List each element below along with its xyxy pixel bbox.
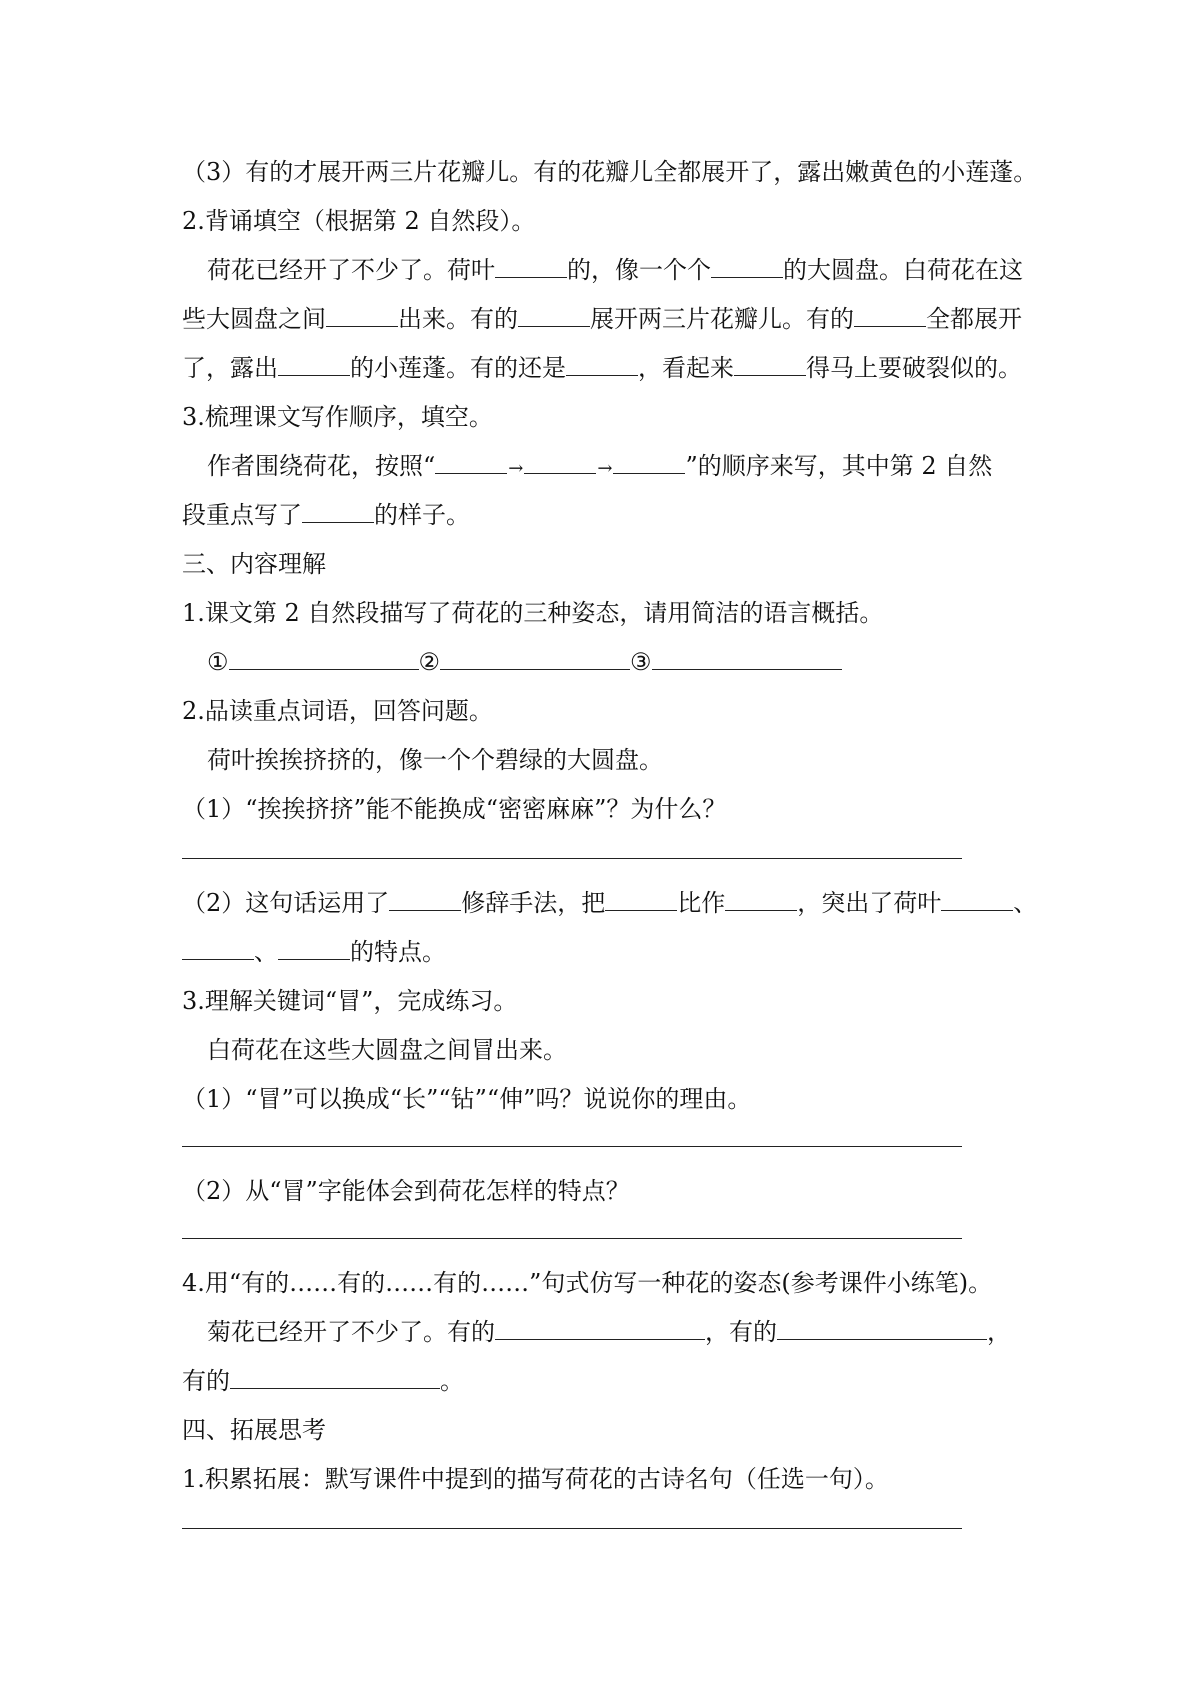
- text: 了，露出: [182, 354, 278, 382]
- text: 比作: [677, 889, 726, 917]
- text: （2）这句话运用了: [182, 889, 390, 917]
- c2-sub1: （1）“挨挨挤挤”能不能换成“密密麻麻”？为什么？: [182, 795, 727, 823]
- fill-blank[interactable]: [734, 353, 806, 376]
- text: 的特点。: [350, 938, 446, 966]
- circle-three: ③: [630, 648, 652, 676]
- text: 的样子。: [374, 501, 470, 529]
- q3-line-1: [207, 449, 992, 483]
- circle-two: ②: [418, 648, 441, 676]
- text: ”的顺序来写，其中第 2 自然: [685, 452, 993, 480]
- c3-sub2: （2）从“冒”字能体会到荷花怎样的特点？: [182, 1177, 630, 1205]
- answer-blank[interactable]: [440, 647, 630, 670]
- text: 的小莲蓬。有的还是: [350, 354, 566, 382]
- arrow-right-icon: →: [508, 458, 524, 479]
- text: 得马上要破裂似的。: [806, 354, 1022, 382]
- text: ，突出了荷叶: [797, 889, 942, 917]
- q2-title: 2.背诵填空（根据第 2 自然段）。: [182, 207, 536, 235]
- text: 作者围绕荷花，按照“: [207, 452, 436, 480]
- text: 菊花已经开了不少了。有的: [207, 1318, 495, 1346]
- c1-title: 1.课文第 2 自然段描写了荷花的三种姿态，请用简洁的语言概括。: [182, 599, 884, 627]
- c4-title: 4.用“有的……有的……有的……”句式仿写一种花的姿态(参考课件小练笔)。: [182, 1269, 993, 1297]
- answer-blank[interactable]: [229, 647, 419, 670]
- fill-blank[interactable]: [435, 451, 507, 474]
- answer-line[interactable]: [182, 1238, 962, 1239]
- text: 有的: [182, 1367, 230, 1395]
- text: 些大圆盘之间: [182, 305, 326, 333]
- fill-blank[interactable]: [230, 1366, 440, 1389]
- text: 。: [440, 1367, 464, 1395]
- prev-item-3: （3）有的才展开两三片花瓣儿。有的花瓣儿全都展开了，露出嫩黄色的小莲蓬。: [182, 158, 1038, 186]
- q3-title: 3.梳理课文写作顺序，填空。: [182, 403, 493, 431]
- text: 展开两三片花瓣儿。有的: [590, 305, 854, 333]
- fill-blank[interactable]: [495, 1317, 705, 1340]
- fill-blank[interactable]: [854, 304, 926, 327]
- circle-one: ①: [207, 648, 229, 676]
- c2-sub2-line-1: [182, 886, 1037, 920]
- text: 段重点写了: [182, 501, 302, 529]
- fill-blank[interactable]: [941, 888, 1013, 911]
- c4-line-1: [207, 1315, 1011, 1349]
- fill-blank[interactable]: [566, 353, 638, 376]
- fill-blank[interactable]: [777, 1317, 987, 1340]
- fill-blank[interactable]: [278, 937, 350, 960]
- fill-blank[interactable]: [326, 304, 398, 327]
- answer-blank[interactable]: [652, 647, 842, 670]
- text: 荷花已经开了不少了。荷叶: [207, 256, 495, 284]
- c2-sub2-line-2: [182, 935, 446, 969]
- c3-sub1: （1）“冒”可以换成“长”“钻”“伸”吗？说说你的理由。: [182, 1085, 752, 1113]
- text: ，: [987, 1318, 1011, 1346]
- answer-line[interactable]: [182, 1528, 962, 1529]
- c2-title: 2.品读重点词语，回答问题。: [182, 697, 493, 725]
- c3-title: 3.理解关键词“冒”，完成练习。: [182, 987, 518, 1015]
- fill-blank[interactable]: [182, 937, 254, 960]
- fill-blank[interactable]: [495, 255, 567, 278]
- fill-blank[interactable]: [613, 451, 685, 474]
- text: 的，像一个个: [567, 256, 711, 284]
- fill-blank[interactable]: [278, 353, 350, 376]
- arrow-right-icon: →: [597, 458, 613, 479]
- fill-blank[interactable]: [524, 451, 596, 474]
- c2-quote: 荷叶挨挨挤挤的，像一个个碧绿的大圆盘。: [207, 746, 663, 774]
- fill-blank[interactable]: [711, 255, 783, 278]
- q2-line-3: [182, 351, 1022, 385]
- section-title: 四、拓展思考: [182, 1416, 326, 1444]
- text: 修辞手法，把: [461, 889, 606, 917]
- e1-title: 1.积累拓展：默写课件中提到的描写荷花的古诗名句（任选一句）。: [182, 1465, 889, 1493]
- fill-blank[interactable]: [725, 888, 797, 911]
- c4-line-2: [182, 1364, 464, 1398]
- fill-blank[interactable]: [518, 304, 590, 327]
- text: 的大圆盘。白荷花在这: [783, 256, 1023, 284]
- text: 出来。有的: [398, 305, 518, 333]
- text: 、: [254, 938, 278, 966]
- answer-line[interactable]: [182, 858, 962, 859]
- fill-blank[interactable]: [605, 888, 677, 911]
- answer-line[interactable]: [182, 1146, 962, 1147]
- section-title: 三、内容理解: [182, 550, 326, 578]
- text: ，有的: [705, 1318, 777, 1346]
- text: 、: [1013, 889, 1038, 917]
- c1-answers: [207, 645, 842, 679]
- fill-blank[interactable]: [302, 500, 374, 523]
- q2-line-1: [207, 253, 1023, 287]
- text: ，看起来: [638, 354, 734, 382]
- q2-line-2: [182, 302, 1022, 336]
- c3-quote: 白荷花在这些大圆盘之间冒出来。: [207, 1036, 567, 1064]
- q3-line-2: [182, 498, 470, 532]
- fill-blank[interactable]: [389, 888, 461, 911]
- text: 全都展开: [926, 305, 1022, 333]
